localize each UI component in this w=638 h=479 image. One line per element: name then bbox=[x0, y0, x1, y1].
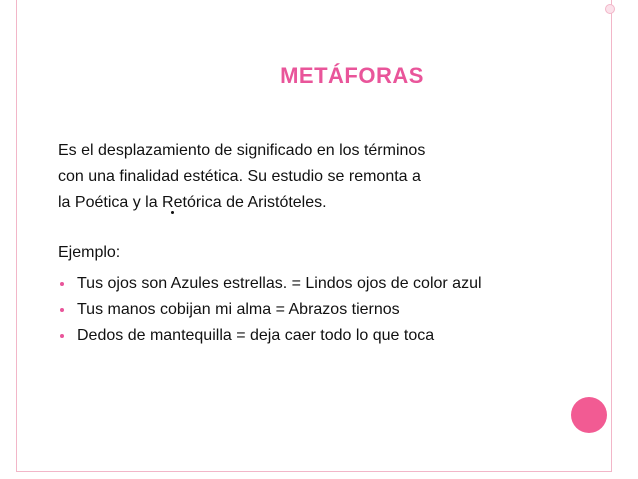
list-item bbox=[58, 297, 482, 323]
list-item-text: Tus manos cobijan mi alma = Abrazos tiernos bbox=[77, 301, 400, 318]
slide-title: METÁFORAS bbox=[280, 63, 424, 88]
list-item bbox=[58, 271, 482, 297]
paragraph-line: Es el desplazamiento de significado en los términos bbox=[58, 142, 426, 159]
paragraph-line: la Poética y la Retórica de Aristóteles. bbox=[58, 194, 327, 211]
list-item-text: Dedos de mantequilla = deja caer todo lo que toca bbox=[77, 327, 435, 344]
stray-dot bbox=[171, 211, 174, 214]
bullet-icon bbox=[60, 282, 64, 286]
paragraph-line: con una finalidad estética. Su estudio se remonta a bbox=[58, 168, 421, 185]
decorative-top-circle bbox=[605, 4, 615, 14]
decorative-pink-circle bbox=[571, 397, 607, 433]
example-label: Ejemplo: bbox=[58, 244, 121, 261]
bullet-icon bbox=[60, 334, 64, 338]
bullet-icon bbox=[60, 308, 64, 312]
definition-paragraph bbox=[58, 138, 558, 216]
list-item bbox=[58, 323, 482, 349]
list-item-text: Tus ojos son Azules estrellas. = Lindos ojos de color azul bbox=[77, 275, 482, 292]
example-list bbox=[58, 271, 482, 349]
